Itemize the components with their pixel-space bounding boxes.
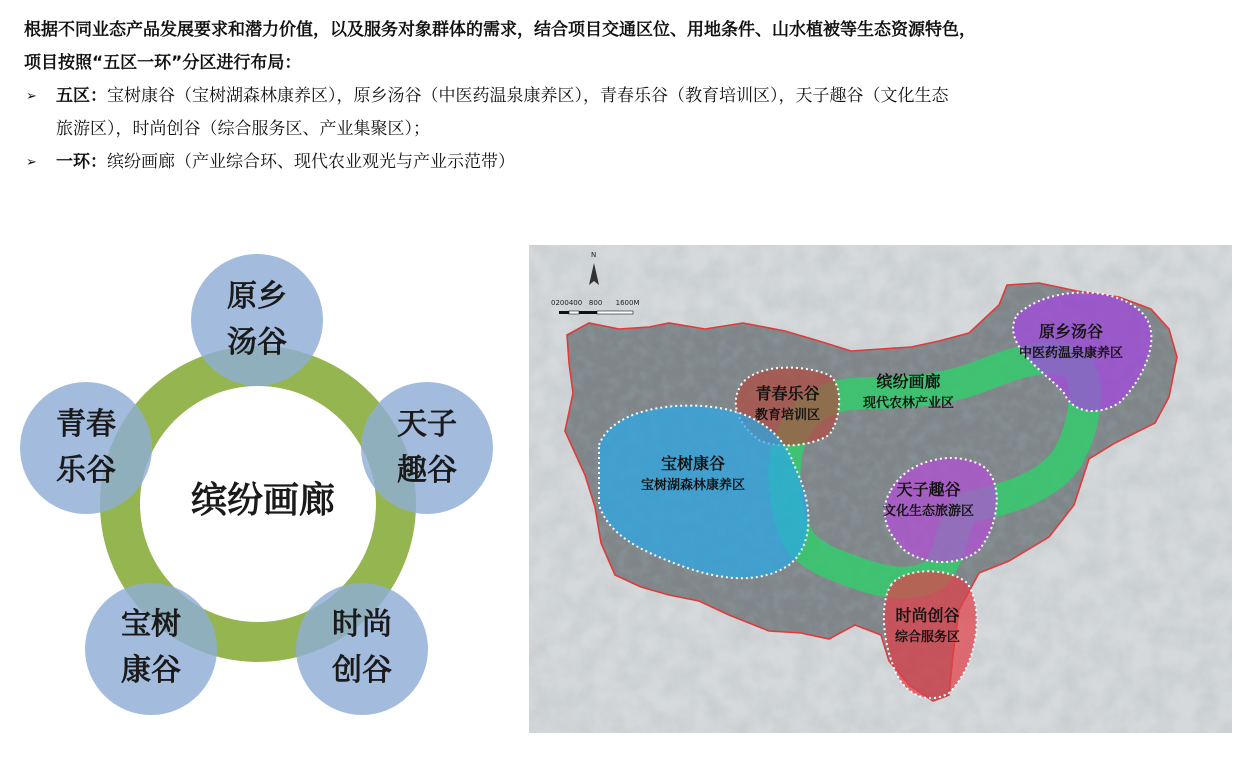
map-label-tianzi: [883, 479, 974, 523]
scale-tick: 800: [588, 299, 603, 307]
node-label-tianzi: [372, 402, 482, 494]
zone-sub: 中医药温泉康养区: [1019, 346, 1124, 361]
scale-tick: 1600M: [615, 299, 640, 307]
scale-segment: [579, 311, 597, 314]
bullet-text: 宝树康谷（宝树湖森林康养区），原乡汤谷（中医药温泉康养区），青春乐谷（教育培训区），天子趣谷（文化生态: [107, 86, 949, 106]
intro-line-2: 项目按照“五区一环”分区进行布局：: [24, 53, 302, 73]
bullet-five-zones: [24, 80, 1229, 113]
map-label-binfen: [863, 371, 954, 415]
map-label-shishang: [895, 605, 960, 649]
node-line: 趣谷: [397, 453, 457, 488]
bullet-text: 缤纷画廊（产业综合环、现代农业观光与产业示范带）: [107, 152, 515, 172]
bullet-arrow-icon: ➢: [26, 155, 37, 170]
zone-sub: 文化生态旅游区: [883, 504, 975, 519]
zone-sub: 教育培训区: [755, 408, 821, 423]
zone-sub: 综合服务区: [895, 630, 961, 645]
node-line: 原乡: [227, 279, 287, 314]
center-label: 缤纷画廊: [190, 480, 335, 521]
zone-name: 缤纷画廊: [876, 372, 941, 391]
scale-segment: [559, 311, 569, 314]
zoning-map: [529, 245, 1232, 733]
bullet-five-zones-cont: 旅游区），时尚创谷（综合服务区、产业集聚区）；: [56, 119, 430, 139]
node-line: 汤谷: [227, 325, 287, 360]
scale-segment: [597, 311, 633, 314]
intro-line-1: 根据不同业态产品发展要求和潜力价值，以及服务对象群体的需求，结合项目交通区位、用地条件、山水植被等生态资源特色，: [24, 20, 976, 40]
node-line: 青春: [56, 407, 116, 442]
node-label-shishang: [307, 602, 417, 694]
zone-name: 宝树康谷: [661, 454, 726, 473]
scale-tick: 400: [568, 299, 583, 307]
zone-name: 原乡汤谷: [1039, 322, 1104, 341]
bullet-arrow-icon: ➢: [26, 89, 37, 104]
scale-tick: 200: [555, 299, 569, 307]
map-label-baoshu: [641, 453, 745, 497]
node-line: 乐谷: [56, 453, 116, 488]
map-graphic: [529, 245, 1232, 733]
zone-ring-diagram: [18, 252, 508, 722]
bullet-one-ring: [24, 146, 1229, 179]
node-line: 时尚: [332, 607, 392, 642]
node-label-yuanxiang: [202, 274, 312, 366]
zone-name: 时尚创谷: [895, 606, 960, 625]
node-line: 创谷: [332, 653, 392, 688]
zone-name: 天子趣谷: [896, 480, 961, 499]
scale-tick: 0: [551, 299, 556, 307]
zone-name: 青春乐谷: [755, 384, 820, 403]
node-line: 宝树: [121, 607, 181, 642]
bullet-key: 五区：: [56, 86, 107, 106]
map-label-yuanxiang: [1019, 321, 1123, 365]
scale-label: [551, 299, 640, 307]
node-line: 康谷: [121, 653, 181, 688]
zone-sub: 宝树湖森林康养区: [641, 478, 746, 493]
node-label-qingchun: [31, 402, 141, 494]
zone-sub: 现代农林产业区: [863, 396, 955, 411]
bullet-key: 一环：: [56, 152, 107, 172]
scale-bar: [559, 311, 633, 314]
node-line: 天子: [397, 407, 457, 442]
north-label: N: [591, 251, 597, 259]
node-label-baoshu: [96, 602, 206, 694]
map-label-qingchun: [755, 383, 820, 427]
scale-segment: [569, 311, 579, 314]
description-text: [24, 14, 1229, 179]
